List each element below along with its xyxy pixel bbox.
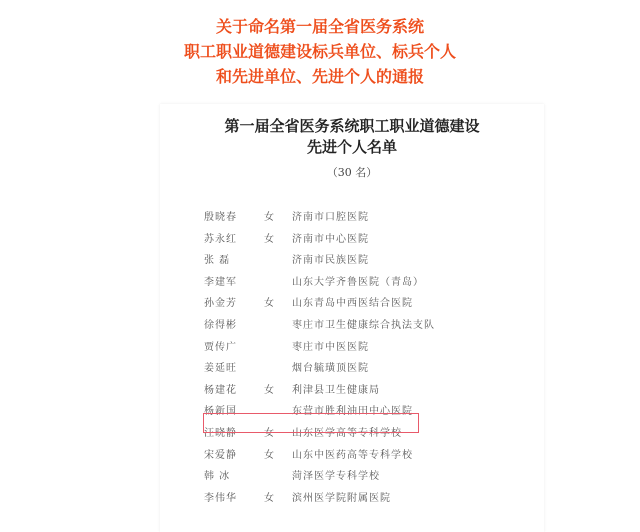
person-gender: 女 — [264, 492, 274, 504]
person-unit: 济南市民族医院 — [292, 255, 369, 267]
roster-row — [204, 226, 534, 248]
person-gender: 女 — [264, 427, 274, 439]
headline-line-1: 关于命名第一届全省医务系统 — [215, 17, 424, 36]
person-name: 贾传广 — [204, 341, 237, 353]
person-name: 殷晓春 — [204, 212, 237, 223]
roster-row — [204, 290, 534, 312]
person-gender: 女 — [264, 233, 274, 245]
person-unit: 利津县卫生健康局 — [292, 384, 380, 396]
roster-row — [204, 485, 534, 507]
person-name: 韩 冰 — [204, 471, 231, 483]
person-name: 杨建花 — [204, 384, 237, 396]
person-unit: 山东青岛中西医结合医院 — [292, 298, 413, 310]
document-scan — [160, 104, 544, 532]
person-gender: 女 — [264, 212, 274, 223]
person-name: 徐得彬 — [204, 319, 237, 331]
person-unit: 山东医学高等专科学校 — [292, 427, 402, 439]
person-name: 李伟华 — [204, 492, 237, 504]
roster-row — [204, 377, 534, 399]
roster-list — [204, 204, 534, 506]
document-count: （30 名） — [326, 166, 378, 179]
headline-line-3: 和先进单位、先进个人的通报 — [215, 67, 424, 86]
person-unit: 枣庄市中医医院 — [292, 341, 369, 353]
person-name: 姜延旺 — [204, 363, 237, 375]
person-name: 孙金芳 — [204, 298, 237, 310]
roster-row — [204, 355, 534, 377]
person-unit: 烟台毓璜顶医院 — [292, 363, 369, 375]
person-gender: 女 — [264, 449, 274, 461]
person-unit: 东营市胜利油田中心医院 — [292, 406, 413, 418]
person-name: 杨新国 — [204, 406, 237, 418]
person-unit: 山东大学齐鲁医院（青岛） — [292, 276, 424, 288]
headline — [0, 14, 640, 89]
headline-line-2: 职工职业道德建设标兵单位、标兵个人 — [183, 42, 456, 61]
person-name: 张 磊 — [204, 255, 231, 267]
roster-row — [204, 442, 534, 464]
person-unit: 济南市口腔医院 — [292, 212, 369, 223]
roster-row — [204, 463, 534, 485]
document-title — [160, 116, 544, 158]
person-unit: 济南市中心医院 — [292, 233, 369, 245]
person-name: 宋爱静 — [204, 449, 237, 461]
highlight-box — [203, 413, 419, 433]
document-title-line-1: 第一届全省医务系统职工职业道德建设 — [224, 117, 480, 135]
person-gender: 女 — [264, 298, 274, 310]
person-unit: 山东中医药高等专科学校 — [292, 449, 413, 461]
roster-row — [204, 247, 534, 269]
person-name: 汪晓静 — [204, 427, 237, 439]
roster-row — [204, 204, 534, 226]
roster-row — [204, 269, 534, 291]
person-unit: 枣庄市卫生健康综合执法支队 — [292, 319, 435, 331]
roster-row — [204, 312, 534, 334]
person-name: 苏永红 — [204, 233, 237, 245]
roster-row — [204, 334, 534, 356]
person-unit: 滨州医学院附属医院 — [292, 492, 391, 504]
person-gender: 女 — [264, 384, 274, 396]
person-name: 李建军 — [204, 276, 237, 288]
document-title-line-2: 先进个人名单 — [306, 138, 397, 156]
person-unit: 菏泽医学专科学校 — [292, 471, 380, 483]
